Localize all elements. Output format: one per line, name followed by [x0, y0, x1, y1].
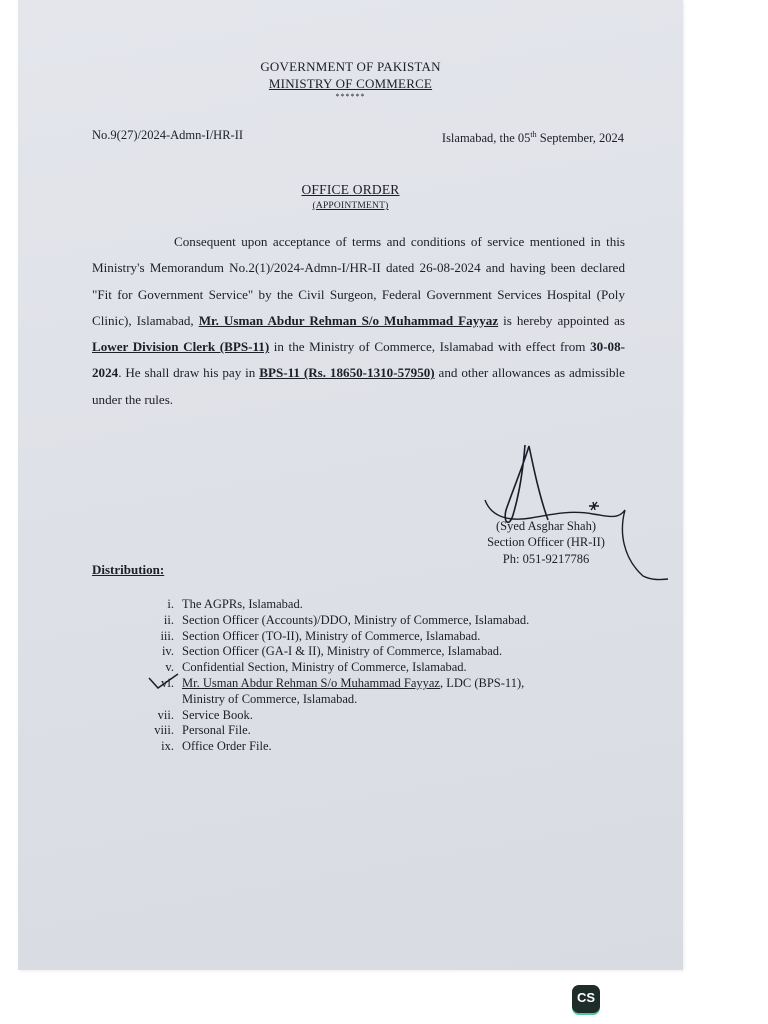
list-item: [136, 676, 646, 708]
camscanner-logo-icon: CS: [572, 985, 600, 1013]
body-text-1: Consequent upon acceptance of terms and conditions of service mentioned in this Ministry's Memorandum No.2(1)/2024-Admn-I/HR-II dated 26-08-2024 and having been declared "Fit for Government Service" by the Civil Surgeon, Federal Government Services Hospital (Poly Clinic), Islamabad,: [92, 234, 625, 328]
list-item: [136, 597, 646, 613]
body-text-5: and other allowances as admissible under the rules.: [92, 365, 625, 407]
ministry-heading-wrap: [18, 76, 683, 92]
post-title: Lower Division Clerk (BPS-11): [92, 339, 270, 355]
reference-number: No.9(27)/2024-Admn-I/HR-II: [92, 128, 244, 142]
list-item-text: [182, 676, 646, 708]
place-date-suffix: September, 2024: [536, 131, 624, 146]
list-item: [136, 629, 646, 645]
list-item-text: The AGPRs, Islamabad.: [182, 597, 303, 611]
list-item-text: Section Officer (GA-I & II), Ministry of Commerce, Islamabad.: [182, 644, 503, 659]
order-title: OFFICE ORDER: [301, 182, 400, 197]
list-item-number: iv.: [161, 644, 174, 659]
header-stars: ******: [335, 92, 366, 101]
list-item: [136, 660, 646, 676]
place-date-prefix: Islamabad, the 05: [441, 131, 531, 146]
distribution-heading-wrap: [92, 562, 164, 578]
distribution-list: [136, 597, 646, 755]
order-subtitle: (APPOINTMENT): [312, 201, 389, 211]
list-item-appointee: Mr. Usman Abdur Rehman S/o Muhammad Fayyaz: [182, 675, 440, 690]
list-item: [136, 723, 646, 739]
order-body: [92, 229, 625, 413]
appointee-name: Mr. Usman Abdur Rehman S/o Muhammad Fayyaz: [198, 312, 499, 328]
list-item-text: Service Book.: [182, 707, 253, 722]
list-item-text: Section Officer (Accounts)/DDO, Ministry of Commerce, Islamabad.: [182, 612, 530, 627]
list-item-text: Section Officer (TO-II), Ministry of Commerce, Islamabad.: [182, 628, 481, 643]
order-subtitle-wrap: [18, 201, 683, 211]
list-item-number: vii.: [157, 707, 174, 722]
effective-date: 30-08-2024: [92, 339, 626, 381]
body-text-3: in the Ministry of Commerce, Islamabad with effect from: [269, 339, 591, 355]
government-heading: GOVERNMENT OF PAKISTAN: [260, 59, 441, 74]
list-item-text: Confidential Section, Ministry of Commerce, Islamabad.: [182, 660, 467, 675]
body-text-2: is hereby appointed as: [498, 312, 625, 328]
list-item-number: v.: [165, 660, 174, 675]
list-item: [136, 644, 646, 660]
list-item-number: iii.: [160, 628, 174, 643]
checkmark-icon: [148, 673, 180, 691]
signatory-name: (Syed Asghar Shah): [496, 519, 596, 533]
distribution-heading: Distribution:: [92, 562, 165, 577]
list-item-number: i.: [167, 597, 174, 611]
date-superscript: th: [530, 130, 537, 139]
list-item-text: Office Order File.: [182, 739, 272, 754]
document-page: [18, 0, 683, 970]
signatory-designation: Section Officer (HR-II): [487, 535, 605, 549]
body-text-4: . He shall draw his pay in: [118, 365, 260, 381]
list-item: [136, 708, 646, 724]
list-item: [136, 613, 646, 629]
order-title-wrap: [18, 182, 683, 198]
ministry-heading: MINISTRY OF COMMERCE: [268, 76, 433, 91]
pay-scale: BPS-11 (Rs. 18650-1310-57950): [259, 365, 435, 381]
list-item-text: Personal File.: [182, 723, 251, 738]
list-item-number: vi.: [161, 675, 174, 690]
list-item-number: viii.: [154, 723, 174, 738]
signatory-phone: Ph: 051-9217786: [502, 552, 590, 566]
list-item: [136, 739, 646, 755]
list-item-number: ix.: [161, 739, 174, 754]
list-item-number: ii.: [163, 612, 174, 627]
list-item-text-rest: , LDC (BPS-11),: [439, 675, 525, 690]
list-item-text-line2: Ministry of Commerce, Islamabad.: [182, 691, 358, 706]
place-date: [404, 130, 624, 146]
